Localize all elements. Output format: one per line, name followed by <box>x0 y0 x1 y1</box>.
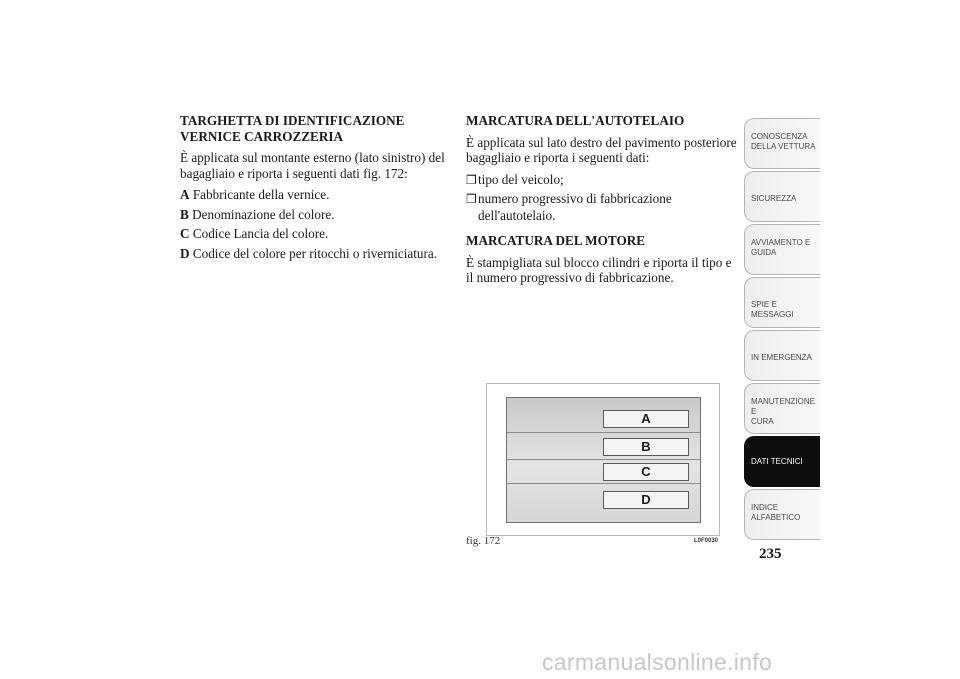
chassis-marking-text: È applicata sul lato destro del pavimento posteriore bagagliaio e riporta i seguenti dati: <box>466 134 737 165</box>
tab-conoscenza-della-vettura[interactable]: CONOSCENZA DELLA VETTURA <box>744 118 820 169</box>
paint-plate-illustration <box>506 397 701 523</box>
paint-plate-intro: È applicata sul montante esterno (lato sinistro) del bagagliaio e riporta i seguenti dati fig. 172: <box>180 150 445 181</box>
plate-label-d: D <box>603 491 689 509</box>
left-column <box>180 113 452 265</box>
right-column <box>466 113 738 292</box>
engine-marking-heading: MARCATURA DEL MOTORE <box>466 233 646 248</box>
tab-manutenzione-e-cura[interactable]: MANUTENZIONE E CURA <box>744 383 820 434</box>
plate-label-b: B <box>603 438 689 456</box>
definition-a: A Fabbricante della vernice. <box>180 187 330 202</box>
paint-plate-heading: TARGHETTA DI IDENTIFICAZIONE VERNICE CARROZZERIA <box>180 113 405 144</box>
checkbox-bullet-icon: ❒ <box>466 172 477 187</box>
tab-spie-e-messaggi[interactable]: SPIE E MESSAGGI <box>744 277 820 328</box>
definition-c: C Codice Lancia del colore. <box>180 226 329 241</box>
plate-label-a: A <box>603 410 689 428</box>
figure-code: L0F0030 <box>694 538 719 544</box>
definition-d: D Codice del colore per ritocchi o riverniciatura. <box>180 245 438 261</box>
tab-avviamento-e-guida[interactable]: AVVIAMENTO E GUIDA <box>744 224 820 275</box>
paint-plate-figure <box>486 383 720 536</box>
engine-marking-text: È stampigliata sul blocco cilindri e riporta il tipo e il numero progressivo di fabbricazione. <box>466 254 732 285</box>
chassis-marking-heading: MARCATURA DELL'AUTOTELAIO <box>466 113 685 128</box>
tab-indice-alfabetico[interactable]: INDICE ALFABETICO <box>744 489 820 540</box>
bullet-item: ❒numero progressivo di fabbricazione dell'autotelaio. <box>466 191 672 223</box>
tab-sicurezza[interactable]: SICUREZZA <box>744 171 820 222</box>
figure-caption: fig. 172 <box>466 535 501 547</box>
plate-divider <box>507 483 700 484</box>
definition-b: B Denominazione del colore. <box>180 206 335 222</box>
checkbox-bullet-icon: ❒ <box>466 192 477 206</box>
plate-divider <box>507 432 700 433</box>
tab-in-emergenza[interactable]: IN EMERGENZA <box>744 330 820 381</box>
bullet-item: ❒tipo del veicolo; <box>466 171 564 187</box>
page-number: 235 <box>759 546 782 562</box>
tab-dati-tecnici[interactable]: DATI TECNICI <box>744 436 820 487</box>
chapter-tabs <box>744 118 820 542</box>
site-watermark: carmanualsonline.info <box>542 649 773 675</box>
plate-divider <box>507 459 700 460</box>
plate-label-c: C <box>603 463 689 481</box>
